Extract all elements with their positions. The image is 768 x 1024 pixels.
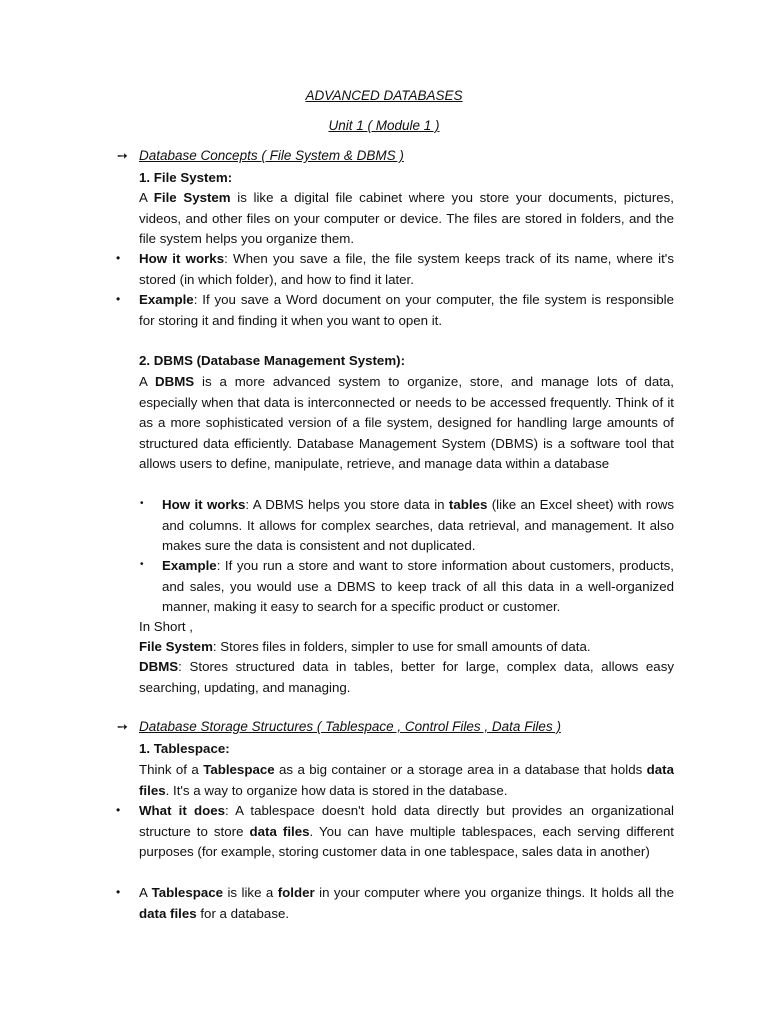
bullet-icon: • xyxy=(140,498,144,509)
bullet-icon: • xyxy=(116,251,121,265)
bullet-icon: • xyxy=(116,885,121,899)
tablespace-paragraph: Think of a Tablespace as a big container or a storage area in a database that holds data files. It's a way to organize how data is stored in the database. xyxy=(139,762,674,798)
bullet-dbms-how-it-works: How it works: A DBMS helps you store data in tables (like an Excel sheet) with rows and columns. It allows for complex searches, data retrieval, and management. It also makes sure the data is consistent and not duplicated. xyxy=(162,497,674,553)
arrow-bullet-icon: ➙ xyxy=(117,719,128,734)
bullet-what-it-does: What it does: A tablespace doesn't hold data directly but provides an organizational structure to store data files. You can have multiple tablespaces, each serving different purposes (for example, storing customer data in one tablespace, sales data in another) xyxy=(139,803,675,859)
file-system-paragraph: A File System is like a digital file cabinet where you store your documents, pictures, videos, and other files on your computer or device. The files are stored in folders, and the file system helps you organize them. xyxy=(139,190,674,246)
bullet-dbms-example: Example: If you run a store and want to store information about customers, products, and sales, you would use a DBMS to keep track of all this data in a well-organized manner, making it easy to search for a specific product or customer. xyxy=(162,558,674,614)
document-subtitle: Unit 1 ( Module 1 ) xyxy=(328,118,440,133)
summary-file-system: File System: Stores files in folders, simpler to use for small amounts of data. xyxy=(139,639,591,654)
bullet-icon: • xyxy=(116,292,121,306)
file-system-heading: 1. File System: xyxy=(139,170,233,185)
tablespace-heading: 1. Tablespace: xyxy=(139,741,230,756)
bullet-tablespace-folder: A Tablespace is like a folder in your computer where you organize things. It holds all the data files for a database. xyxy=(139,885,674,921)
document-title: ADVANCED DATABASES xyxy=(305,88,463,103)
section-heading-concepts: Database Concepts ( File System & DBMS ) xyxy=(139,148,404,163)
bullet-example: Example: If you save a Word document on your computer, the file system is responsible for storing it and finding it when you want to open it. xyxy=(139,292,674,328)
in-short-label: In Short , xyxy=(139,619,193,634)
bullet-icon: • xyxy=(140,559,144,570)
dbms-heading: 2. DBMS (Database Management System): xyxy=(139,353,406,368)
summary-dbms: DBMS: Stores structured data in tables, better for large, complex data, allows easy searching, updating, and managing. xyxy=(139,659,674,695)
bullet-how-it-works: How it works: When you save a file, the file system keeps track of its name, where it's stored (in which folder), and how to find it later. xyxy=(139,251,674,287)
arrow-bullet-icon: ➙ xyxy=(117,148,128,163)
section-heading-storage: Database Storage Structures ( Tablespace , Control Files , Data Files ) xyxy=(139,719,561,734)
dbms-paragraph: A DBMS is a more advanced system to organize, store, and manage lots of data, especially when that data is interconnected or needs to be accessed frequently. Think of it as a more sophisticated version of a file system, designed for handling large amounts of structured data efficiently. Database Management System (DBMS) is a software tool that allows users to define, manipulate, retrieve, and manage data within a database xyxy=(139,374,674,471)
bullet-icon: • xyxy=(116,803,121,817)
